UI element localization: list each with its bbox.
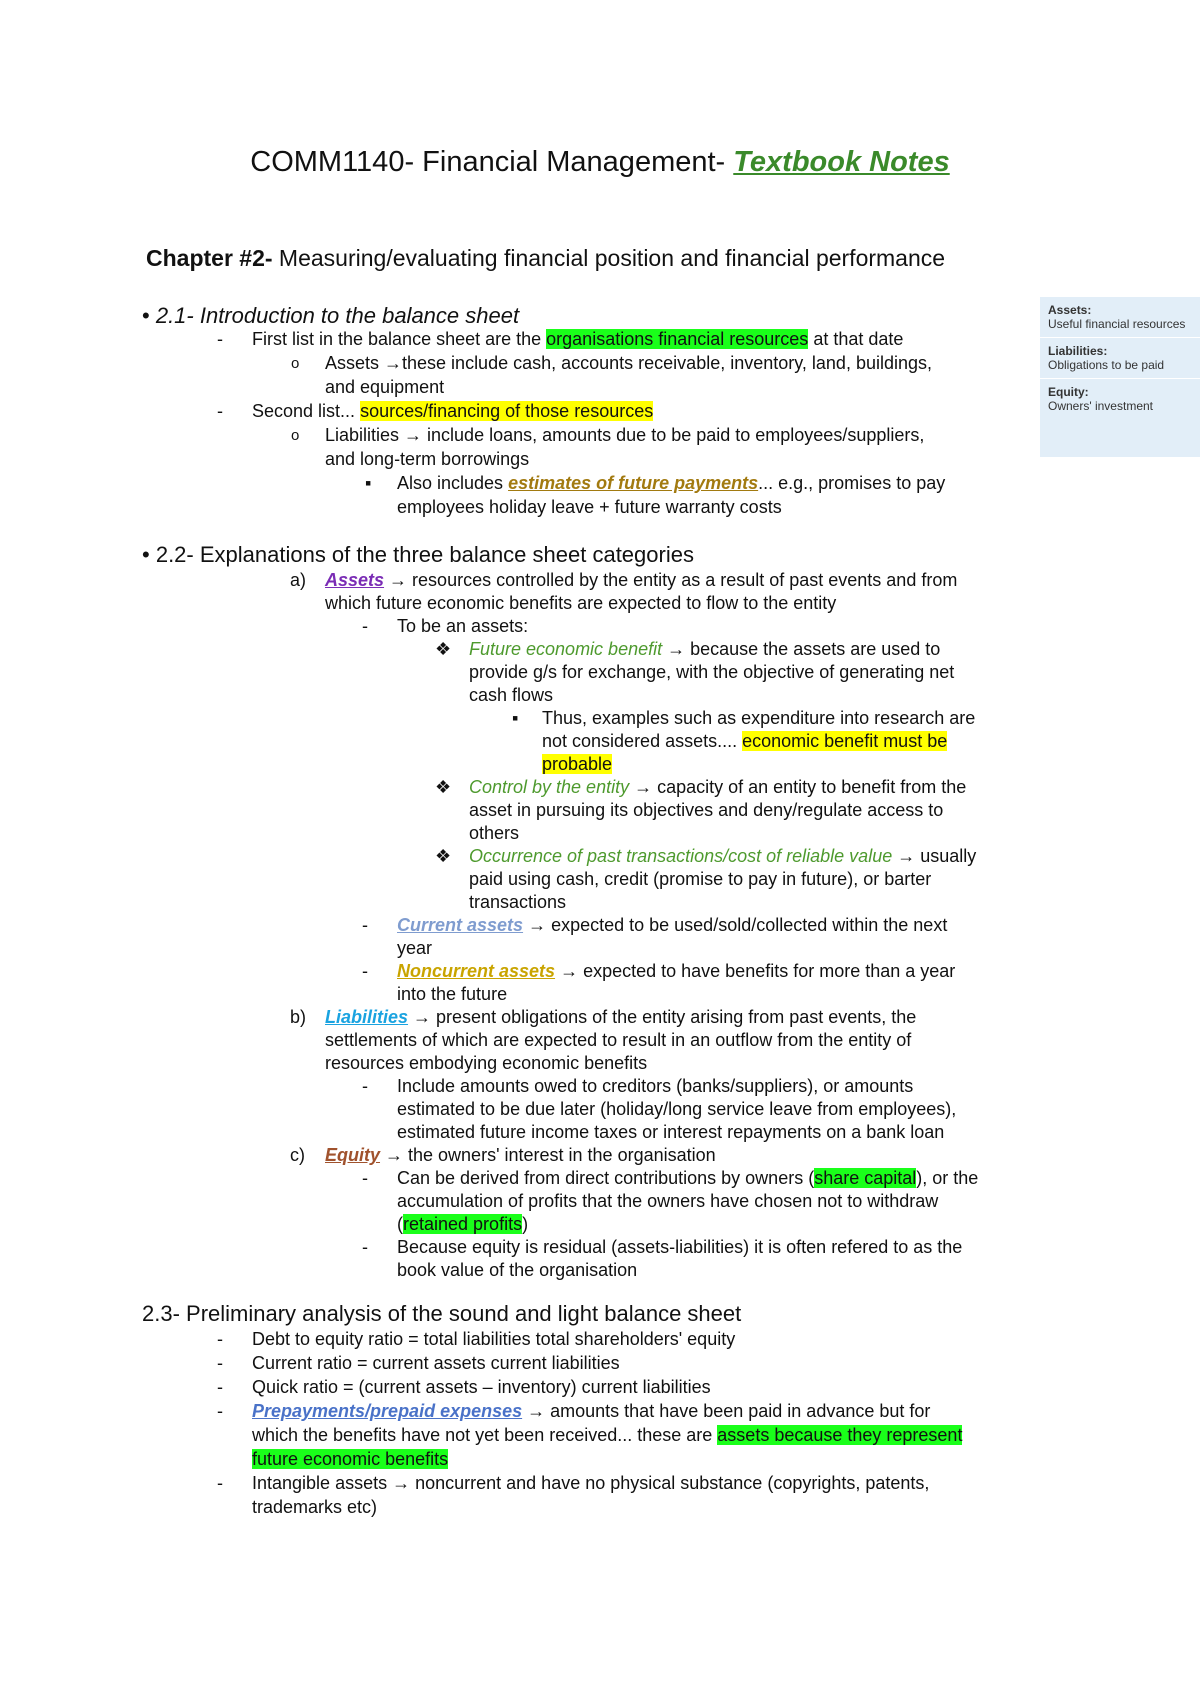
text-line: not considered assets.... economic benefit must be — [542, 731, 948, 751]
definitions-sidebox — [1040, 297, 1200, 457]
keyword: Future economic benefit — [469, 639, 663, 659]
dash-marker: - — [217, 1401, 223, 1421]
chapter-heading: Chapter #2- Measuring/evaluating financial position and financial performance — [146, 245, 946, 271]
text-line: Thus, examples such as expenditure into research are — [542, 708, 976, 728]
diamond-marker: ❖ — [435, 777, 452, 797]
dash-marker: - — [217, 1377, 223, 1397]
text-line: provide g/s for exchange, with the objective of generating net — [469, 662, 955, 682]
text-line: (retained profits) — [397, 1214, 529, 1234]
keyword: Prepayments/prepaid expenses — [252, 1401, 523, 1421]
highlight: retained profits — [403, 1214, 523, 1234]
list-marker: a) — [290, 570, 307, 590]
sidebox-equity: Equity: Owners' investment — [1048, 385, 1153, 413]
o-marker: o — [291, 355, 300, 372]
text-line: accumulation of profits that the owners have chosen not to withdraw — [397, 1191, 939, 1211]
document-title: COMM1140- Financial Management- Textbook Notes — [250, 146, 950, 178]
text-line: Quick ratio = (current assets – inventory) current liabilities — [252, 1377, 711, 1397]
o-marker: o — [291, 427, 300, 444]
text-line: estimated to be due later (holiday/long service leave from employees), — [397, 1099, 957, 1119]
text-line: Can be derived from direct contributions by owners (share capital), or the — [397, 1168, 979, 1188]
dash-marker: - — [362, 1076, 368, 1096]
text-line: Control by the entity → capacity of an entity to benefit from the — [469, 777, 967, 797]
text-line: cash flows — [469, 685, 554, 705]
dash-marker: - — [362, 961, 368, 981]
diamond-marker: ❖ — [435, 639, 452, 659]
text-line: Intangible assets → noncurrent and have no physical substance (copyrights, patents, — [252, 1473, 930, 1493]
text-line: Debt to equity ratio = total liabilities total shareholders' equity — [252, 1329, 736, 1349]
dash-marker: - — [217, 1473, 223, 1493]
keyword: Liabilities — [325, 1007, 409, 1027]
highlight: organisations financial resources — [546, 329, 809, 349]
text-line: transactions — [469, 892, 567, 912]
keyword: Noncurrent assets — [397, 961, 556, 981]
text-line: employees holiday leave + future warranty costs — [397, 497, 782, 517]
text-line: Noncurrent assets → expected to have benefits for more than a year — [397, 961, 956, 981]
text-line: First list in the balance sheet are the organisations financial resources at that date — [252, 329, 904, 349]
highlight: share capital — [814, 1168, 917, 1188]
text-line: which the benefits have not yet been received... these are assets because they represent — [252, 1425, 963, 1445]
text-line: Assets →these include cash, accounts receivable, inventory, land, buildings, — [325, 353, 932, 373]
text-line: Current ratio = current assets current liabilities — [252, 1353, 620, 1373]
dash-marker: - — [217, 1329, 223, 1349]
text-line: and equipment — [325, 377, 445, 397]
text-line: Future economic benefit → because the assets are used to — [469, 639, 941, 659]
square-marker: ▪ — [365, 473, 372, 493]
dash-marker: - — [362, 915, 368, 935]
text-line: Equity → the owners' interest in the organisation — [325, 1145, 716, 1165]
text-line: year — [397, 938, 433, 958]
text-line: Liabilities → include loans, amounts due to be paid to employees/suppliers, — [325, 425, 925, 445]
text-line: resources embodying economic benefits — [325, 1053, 648, 1073]
keyword: estimates of future payments — [508, 473, 759, 493]
dash-marker: - — [362, 1237, 368, 1257]
title-accent: Textbook Notes — [733, 146, 950, 178]
highlight: probable — [542, 754, 613, 774]
list-marker: c) — [290, 1145, 305, 1165]
text-line: asset in pursuing its objectives and deny/regulate access to — [469, 800, 944, 820]
text-line: paid using cash, credit (promise to pay in future), or barter — [469, 869, 932, 889]
text-line — [252, 1448, 448, 1471]
highlight: future economic benefits — [252, 1449, 449, 1469]
text-line: Occurrence of past transactions/cost of reliable value → usually — [469, 846, 977, 866]
dash-marker: - — [362, 1168, 368, 1188]
diamond-marker: ❖ — [435, 846, 452, 866]
dash-marker: - — [217, 1353, 223, 1373]
square-marker: ▪ — [512, 708, 519, 728]
sidebox-liabilities: Liabilities: Obligations to be paid — [1048, 344, 1165, 372]
text-line: into the future — [397, 984, 508, 1004]
text-line: Current assets → expected to be used/sold/collected within the next — [397, 915, 948, 935]
text-line: To be an assets: — [397, 616, 529, 636]
text-line: Liabilities → present obligations of the entity arising from past events, the — [325, 1007, 917, 1027]
keyword: Assets — [325, 570, 385, 590]
text-line: Because equity is residual (assets-liabilities) it is often refered to as the — [397, 1237, 963, 1257]
text-line: Second list... sources/financing of those resources — [252, 401, 654, 421]
dash-marker: - — [217, 401, 223, 421]
text-line: settlements of which are expected to result in an outflow from the entity of — [325, 1030, 912, 1050]
text-line: trademarks etc) — [252, 1497, 378, 1517]
text-line: Include amounts owed to creditors (banks/suppliers), or amounts — [397, 1076, 914, 1096]
text-line: Prepayments/prepaid expenses → amounts that have been paid in advance but for — [252, 1401, 931, 1421]
section-2-3-heading: 2.3- Preliminary analysis of the sound and light balance sheet — [142, 1301, 742, 1326]
text-line: others — [469, 823, 520, 843]
text-line: Also includes estimates of future payments... e.g., promises to pay — [397, 473, 946, 493]
highlight: economic benefit must be — [742, 731, 948, 751]
highlight: sources/financing of those resources — [360, 401, 654, 421]
dash-marker: - — [217, 329, 223, 349]
sidebox-assets: Assets: Useful financial resources — [1048, 303, 1186, 331]
list-marker: b) — [290, 1007, 307, 1027]
keyword: Control by the entity — [469, 777, 630, 797]
section-2-2-heading: • 2.2- Explanations of the three balance sheet categories — [142, 542, 694, 567]
text-line: and long-term borrowings — [325, 449, 530, 469]
text-line: book value of the organisation — [397, 1260, 638, 1280]
text-line: estimated future income taxes or interest repayments on a bank loan — [397, 1122, 945, 1142]
section-2-1-heading: • 2.1- Introduction to the balance sheet — [142, 303, 520, 328]
text-line: Assets → resources controlled by the entity as a result of past events and from — [325, 570, 958, 590]
keyword: Equity — [325, 1145, 381, 1165]
keyword: Occurrence of past transactions/cost of reliable value — [469, 846, 893, 866]
highlight: assets because they represent — [717, 1425, 963, 1445]
keyword: Current assets — [397, 915, 524, 935]
text-line — [542, 753, 612, 776]
dash-marker: - — [362, 616, 368, 636]
text-line: which future economic benefits are expected to flow to the entity — [325, 593, 837, 613]
